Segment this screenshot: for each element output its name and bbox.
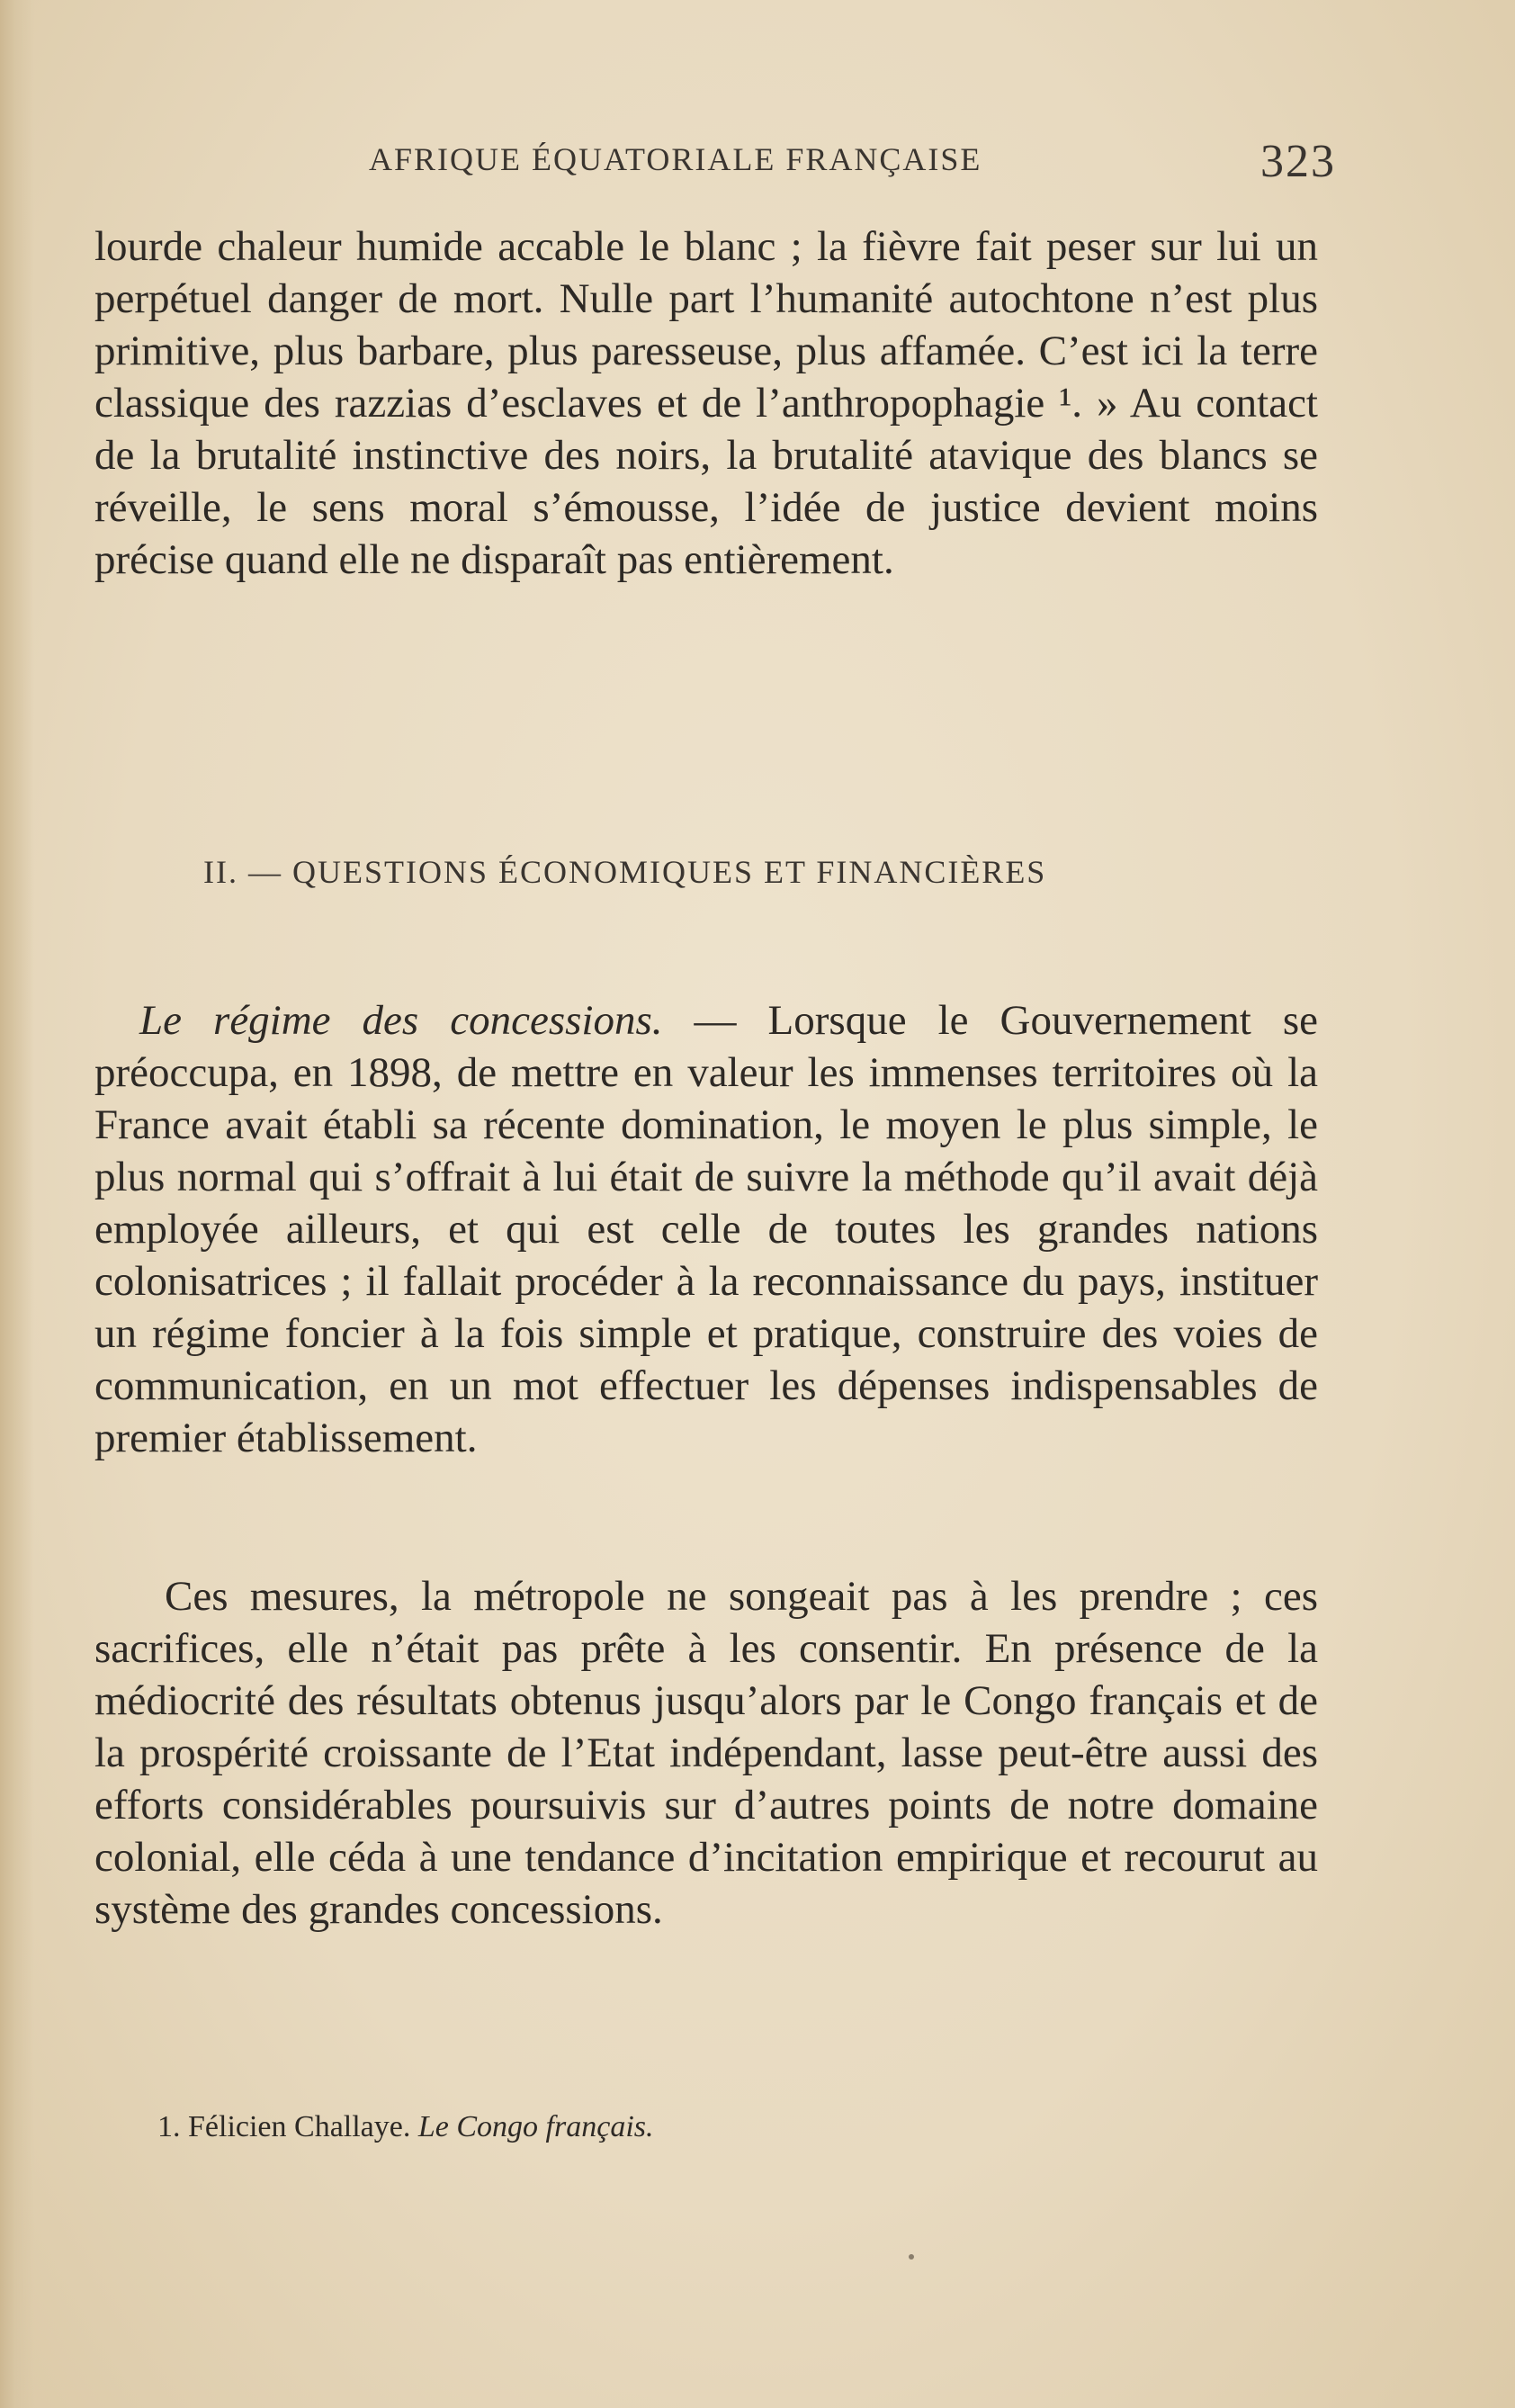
footnote-marker: 1. — [157, 2110, 181, 2143]
paragraph-2-body: — Lorsque le Gouvernement se préoccupa, en 1898, de mettre en valeur les immenses territoires où la France avait établi sa récente domination, le moyen le plus simple, le plus normal qui s’offrait à lui était de suivre la méthode qu’il avait déjà employée ailleurs, et qui est celle de toutes les grandes nations colonisatrices ; il fallait procéder à la reconnaissance du pays, instituer un régime foncier à la fois simple et pratique, construire des voies de communication, en un mot effectuer les dépenses indispensables de premier établissement. — [94, 997, 1318, 1461]
paragraph-2 — [94, 994, 1318, 1464]
footnote — [157, 2110, 1237, 2144]
section-heading: II. — QUESTIONS ÉCONOMIQUES ET FINANCIÈRES — [203, 854, 1047, 890]
page-number: 323 — [1260, 136, 1336, 187]
running-title: AFRIQUE ÉQUATORIALE FRANÇAISE — [369, 141, 982, 177]
running-head — [94, 135, 1336, 189]
paragraph-3: Ces mesures, la métropole ne songeait pas à les prendre ; ces sacrifices, elle n’était pas prête à les consentir. En présence de la médiocrité des résultats obtenus jusqu’alors par le Congo français et de la prospérité croissante de l’Etat indépendant, lasse peut-être aussi des efforts considérables poursuivis sur d’autres points de notre domaine colonial, elle céda à une tendance d’incitation empirique et recourut au système des grandes concessions. — [94, 1573, 1318, 1933]
paragraph-2-lead: Le régime des concessions. — [139, 997, 663, 1044]
page-binding-shadow — [0, 0, 34, 2408]
footnote-author: Félicien Challaye. — [188, 2110, 411, 2143]
paragraph-1: lourde chaleur humide accable le blanc ; la fièvre fait peser sur lui un perpétuel danger de mort. Nulle part l’humanité autochtone n’est plus primitive, plus barbare, plus paresseuse, plus affamée. C’est ici la terre classique des razzias d’esclaves et de l’anthropophagie ¹. » Au contact de la brutalité instinctive des noirs, la brutalité atavique des blancs se réveille, le sens moral s’émousse, l’idée de justice devient moins précise quand elle ne disparaît pas entièrement. — [94, 223, 1318, 583]
footnote-title: Le Congo français. — [417, 2110, 654, 2143]
paper-speck — [909, 2254, 914, 2260]
